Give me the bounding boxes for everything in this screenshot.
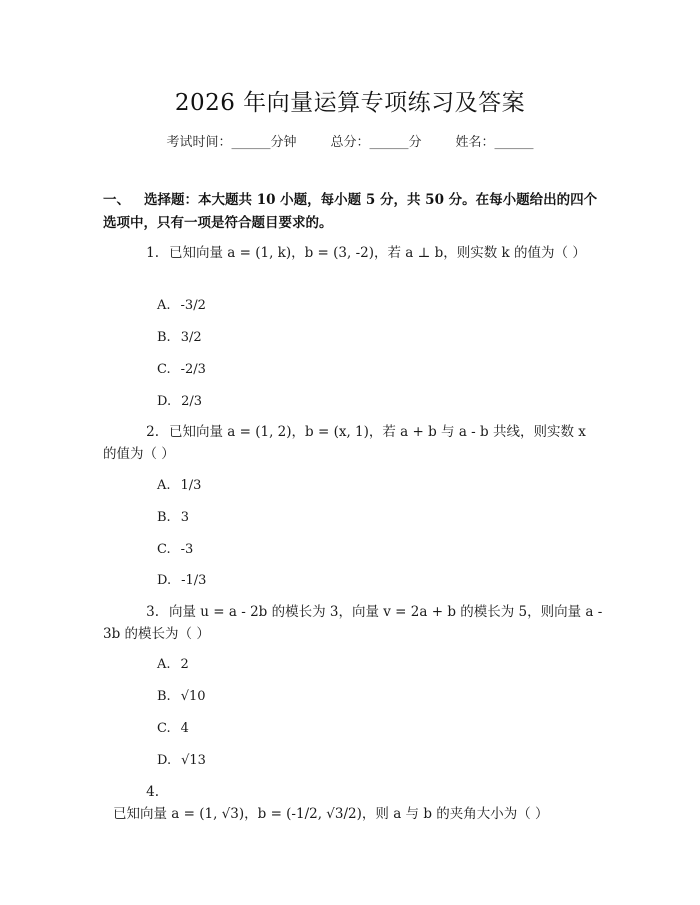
question-1-option-a: [157, 297, 206, 315]
option-letter: C.: [157, 542, 171, 557]
option-text: -2/3: [180, 362, 206, 377]
question-3-option-b: [157, 688, 206, 706]
option-text: 3: [180, 510, 189, 525]
question-2-option-b: [157, 509, 189, 527]
question-text: 已知向量 a = (1, 2)，b = (x, 1)，若 a + b 与 a - b 共线，则实数 x 的值为（ ）: [103, 424, 586, 462]
question-3-option-c: [157, 720, 189, 738]
option-text: 3/2: [180, 330, 202, 345]
section-instructions: 选择题：本大题共 10 小题，每小题 5 分，共 50 分。在每小题给出的四个选项中，只有一项是符合题目要求的。: [103, 192, 598, 231]
option-text: -3/2: [180, 298, 206, 313]
option-letter: C.: [157, 721, 171, 736]
option-letter: A.: [157, 657, 171, 672]
question-text: 向量 u = a - 2b 的模长为 3，向量 v = 2a + b 的模长为 5，则向量 a - 3b 的模长为（ ）: [103, 604, 603, 642]
question-3-option-a: [157, 656, 189, 674]
option-letter: D.: [157, 573, 172, 588]
option-text: -3: [180, 542, 194, 557]
option-text: √10: [180, 689, 206, 704]
option-letter: B.: [157, 689, 171, 704]
option-letter: D.: [157, 753, 172, 768]
question-text: 已知向量 a = (1, k)，b = (3, -2)，若 a ⊥ b，则实数 k 的值为（ ）: [169, 245, 586, 261]
section-heading: [103, 189, 603, 235]
question-number: 3.: [146, 604, 159, 620]
question-2-option-c: [157, 541, 193, 559]
student-name-field: 姓名：______: [455, 135, 534, 150]
question-2-option-d: [157, 572, 206, 590]
question-1-option-b: [157, 329, 202, 347]
option-text: 2: [180, 657, 189, 672]
question-3-stem: [103, 601, 603, 645]
exam-meta: [0, 131, 700, 150]
option-letter: A.: [157, 478, 171, 493]
option-text: 2/3: [181, 394, 203, 409]
question-1-option-c: [157, 361, 206, 379]
section-number: 一、: [103, 192, 130, 208]
question-text: 已知向量 a = (1, √3)，b = (-1/2, √3/2)，则 a 与 b 的夹角大小为（ ）: [113, 806, 549, 822]
option-text: 1/3: [180, 478, 202, 493]
option-letter: C.: [157, 362, 171, 377]
option-letter: B.: [157, 330, 171, 345]
total-score-field: 总分：______分: [330, 135, 422, 150]
option-letter: D.: [157, 394, 172, 409]
option-text: √13: [181, 753, 206, 768]
page-title: 2026 年向量运算专项练习及答案: [174, 90, 526, 116]
option-text: 4: [180, 721, 189, 736]
question-4-stem: [103, 781, 603, 825]
question-1-option-d: [157, 393, 202, 411]
question-2-stem: [103, 421, 603, 465]
question-1-stem: [103, 242, 603, 264]
question-2-option-a: [157, 477, 201, 495]
option-letter: A.: [157, 298, 171, 313]
exam-time-field: 考试时间：______分钟: [166, 135, 297, 150]
option-text: -1/3: [181, 573, 207, 588]
question-number: 4.: [146, 784, 159, 800]
option-letter: B.: [157, 510, 171, 525]
question-number: 1.: [146, 245, 159, 261]
question-number: 2.: [146, 424, 159, 440]
question-3-option-d: [157, 752, 206, 770]
